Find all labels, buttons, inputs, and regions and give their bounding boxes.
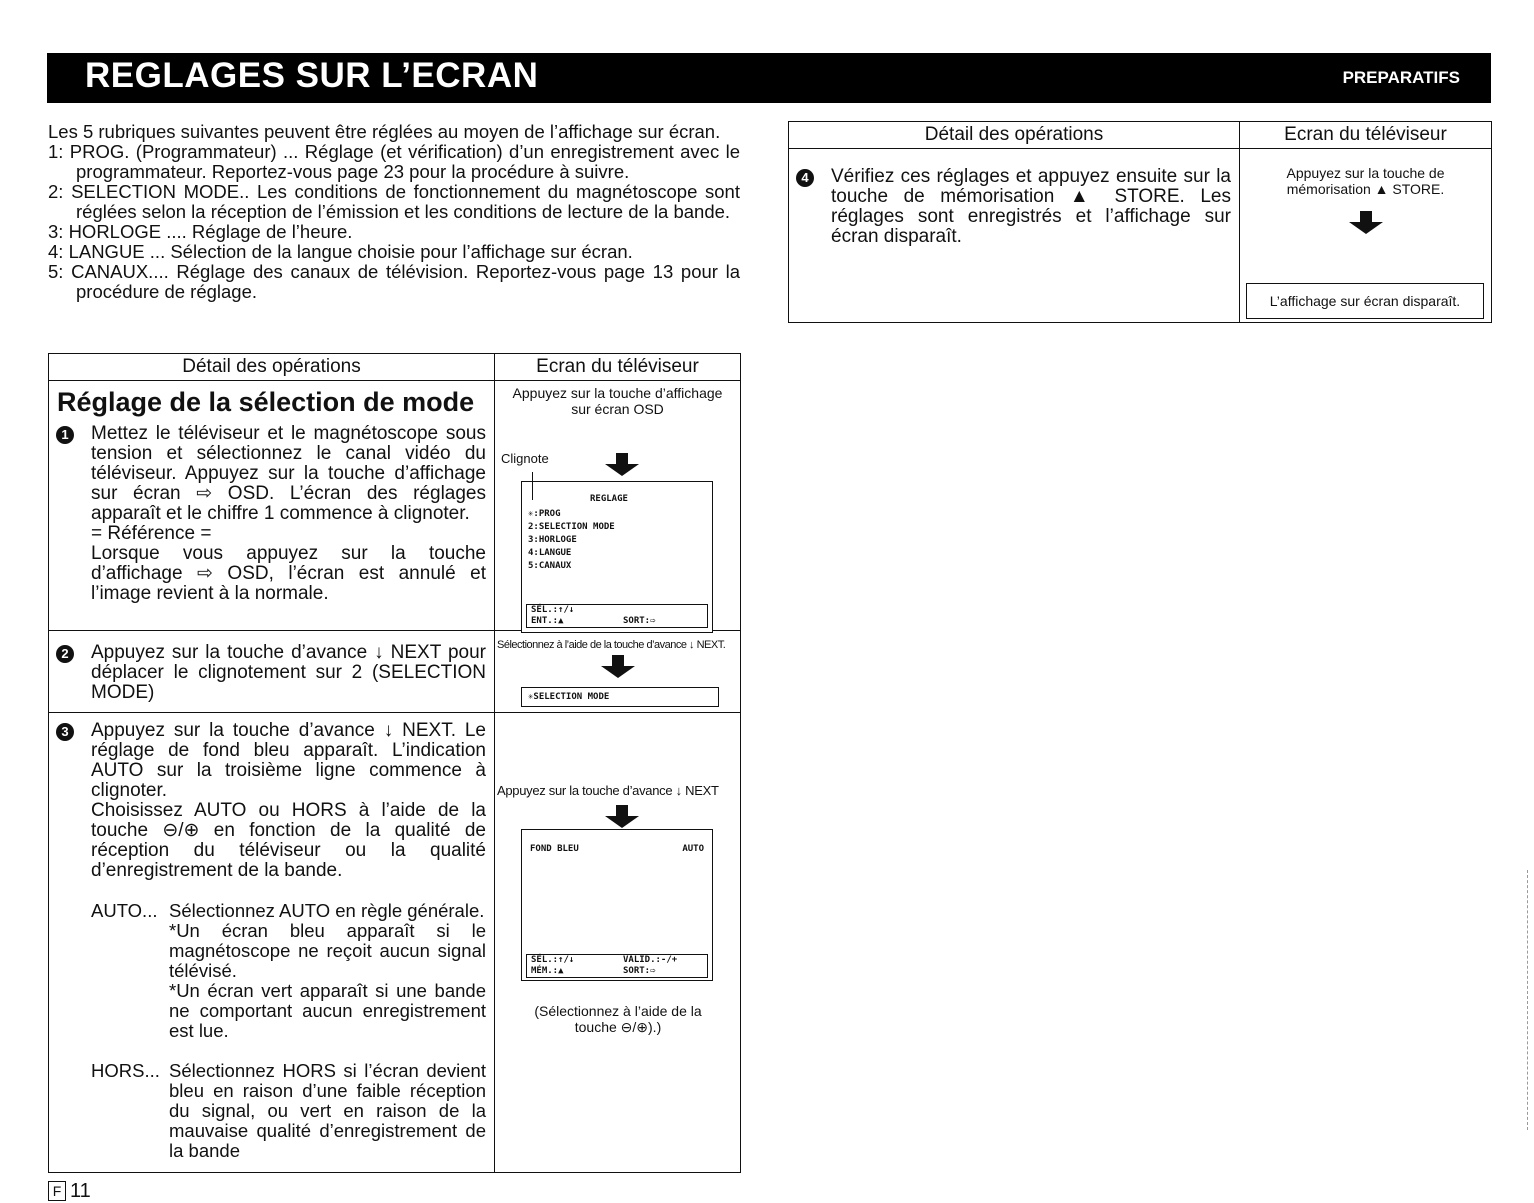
auto-note: *Un écran vert apparaît si une bande ne comportant aucun enregistrement est lue.	[169, 980, 486, 1041]
osd-disappears-box: L’affichage sur écran disparaît.	[1246, 283, 1484, 319]
osd-screen-fond-bleu	[521, 829, 713, 981]
step3-text-block	[49, 713, 494, 1165]
page-title: REGLAGES SUR L’ECRAN	[85, 56, 539, 95]
column-header-screen: Ecran du téléviseur	[1240, 122, 1492, 149]
step1-text-block	[49, 422, 494, 608]
step-number-1: 1	[56, 426, 74, 444]
auto-note: *Un écran bleu apparaît si le magnétoscope ne reçoit aucun signal télévisé.	[169, 920, 486, 981]
column-header-operations: Détail des opérations	[789, 122, 1240, 149]
step3-text: Appuyez sur la touche d’avance ↓ NEXT. Le réglage de fond bleu apparaît. L’indication AUTO sur la troisième ligne commence à clignoter.	[91, 720, 486, 801]
step3-text2: Choisissez AUTO ou HORS à l’aide de la touche ⊖/⊕ en fonction de la qualité de réception du téléviseur ou la qualité d’enregistrement de la bande.	[91, 800, 486, 881]
down-arrow-icon	[495, 655, 740, 678]
column-header-screen: Ecran du téléviseur	[495, 354, 741, 381]
osd-selection-mode-line: ✳SELECTION MODE	[521, 687, 719, 707]
step3-cell	[49, 713, 495, 1173]
osd-footer-exit: SORT:⇨	[623, 616, 656, 626]
language-f-badge: F	[48, 1181, 66, 1201]
step-number-3: 3	[56, 723, 74, 741]
step3-note: (Sélectionnez à l’aide de la touche ⊖/⊕).)	[534, 1003, 702, 1035]
osd-menu-list	[528, 508, 615, 573]
osd-screen-settings	[521, 481, 713, 633]
step4-screen-caption: Appuyez sur la touche de mémorisation ▲ STORE.	[1286, 165, 1445, 197]
intro-list	[48, 142, 740, 302]
down-arrow-icon	[605, 453, 639, 476]
osd-footer-select: SÉL.:↑/↓	[531, 955, 575, 965]
osd-footer-validate: VALID.:-/+	[623, 955, 678, 965]
osd-footer-enter: ENT.:▲	[531, 616, 564, 626]
step3-screen-cell	[495, 713, 741, 1173]
osd-menu-item: 4:LANGUE	[528, 548, 572, 558]
auto-definition	[91, 901, 486, 1041]
osd-footer	[526, 604, 708, 628]
osd-menu-item: ✳:PROG	[528, 509, 561, 519]
osd-menu-item: 5:CANAUX	[528, 561, 572, 571]
step2-screen-caption: Sélectionnez à l’aide de la touche d’avance ↓ NEXT.	[497, 639, 726, 651]
list-item: 1: PROG. (Programmateur) ... Réglage (et vérification) d’un enregistrement avec le programmateur. Reportez-vous page 23 pour la procédure à suivre.	[48, 141, 740, 182]
step-number-4: 4	[796, 169, 814, 187]
osd-footer	[526, 954, 708, 978]
osd-title: REGLAGE	[590, 494, 628, 504]
step2-text: Appuyez sur la touche d’avance ↓ NEXT pour déplacer le clignotement sur 2 (SELECTION MODE)	[91, 642, 486, 703]
intro-text	[48, 122, 740, 302]
list-item: 5: CANAUX.... Réglage des canaux de télévision. Reportez-vous page 13 pour la procédure de réglage.	[48, 261, 740, 302]
hors-definition	[91, 1061, 486, 1161]
step4-screen-cell	[1240, 149, 1492, 323]
step1-cell	[49, 381, 495, 631]
osd-footer-exit: SORT:⇨	[623, 966, 656, 976]
osd-fond-bleu-label: FOND BLEU	[530, 844, 579, 854]
step-number-2: 2	[56, 645, 74, 663]
hors-text: Sélectionnez HORS si l’écran devient bleu en raison d’une faible réception du signal, ou vert en raison de la mauvaise qualité d’enregistrement de la bande	[169, 1060, 486, 1161]
hors-label: HORS...	[91, 1060, 160, 1081]
operations-table-right	[788, 121, 1492, 323]
down-arrow-icon	[1240, 211, 1491, 234]
column-header-operations: Détail des opérations	[49, 354, 495, 381]
step2-cell	[49, 631, 495, 713]
osd-menu-item: 2:SELECTION MODE	[528, 522, 615, 532]
list-item: 3: HORLOGE .... Réglage de l’heure.	[48, 221, 353, 242]
page-number: 11	[70, 1180, 91, 1202]
step1-screen-caption: Appuyez sur la touche d’affichage sur écran OSD	[512, 385, 723, 417]
step4-cell	[789, 149, 1240, 323]
osd-auto-value: AUTO	[682, 844, 704, 854]
edge-divider	[1527, 870, 1529, 1130]
step2-text-block	[49, 631, 494, 707]
operations-table-left	[48, 353, 741, 1173]
osd-footer-memorize: MÉM.:▲	[531, 966, 564, 976]
blink-pointer	[532, 472, 533, 500]
blink-label: Clignote	[501, 451, 549, 466]
step2-screen-cell	[495, 631, 741, 713]
osd-menu-item: 3:HORLOGE	[528, 535, 577, 545]
intro-lead: Les 5 rubriques suivantes peuvent être réglées au moyen de l’affichage sur écran.	[48, 121, 721, 142]
auto-label: AUTO...	[91, 900, 158, 921]
step1-text: Mettez le téléviseur et le magnétoscope sous tension et sélectionnez le canal vidéo du téléviseur. Appuyez sur la touche d’affichage sur écran ⇨ OSD. L’écran des réglages apparaît et le chiffre 1 commence à clignoter.	[91, 423, 486, 524]
list-item: 4: LANGUE ... Sélection de la langue choisie pour l’affichage sur écran.	[48, 241, 633, 262]
reference-label: = Référence =	[91, 523, 212, 544]
step1-screen-cell	[495, 381, 741, 631]
section-title: Réglage de la sélection de mode	[57, 387, 475, 417]
list-item: 2: SELECTION MODE.. Les conditions de fonctionnement du magnétoscope sont réglées selon la réception de l’émission et les conditions de lecture de la bande.	[48, 181, 740, 222]
osd-footer-select: SÉL.:↑/↓	[531, 605, 575, 615]
reference-text: Lorsque vous appuyez sur la touche d’affichage ⇨ OSD, l’écran est annulé et l’image revient à la normale.	[91, 543, 486, 604]
step4-text-block	[789, 149, 1239, 251]
down-arrow-icon	[605, 805, 639, 828]
auto-text: Sélectionnez AUTO en règle générale.	[169, 900, 485, 921]
step3-screen-caption: Appuyez sur la touche d’avance ↓ NEXT	[497, 783, 719, 798]
step4-text: Vérifiez ces réglages et appuyez ensuite sur la touche de mémorisation ▲ STORE. Les réglages sont enregistrés et l’affichage sur écran disparaît.	[831, 166, 1231, 247]
section-label: PREPARATIFS	[1342, 68, 1460, 87]
